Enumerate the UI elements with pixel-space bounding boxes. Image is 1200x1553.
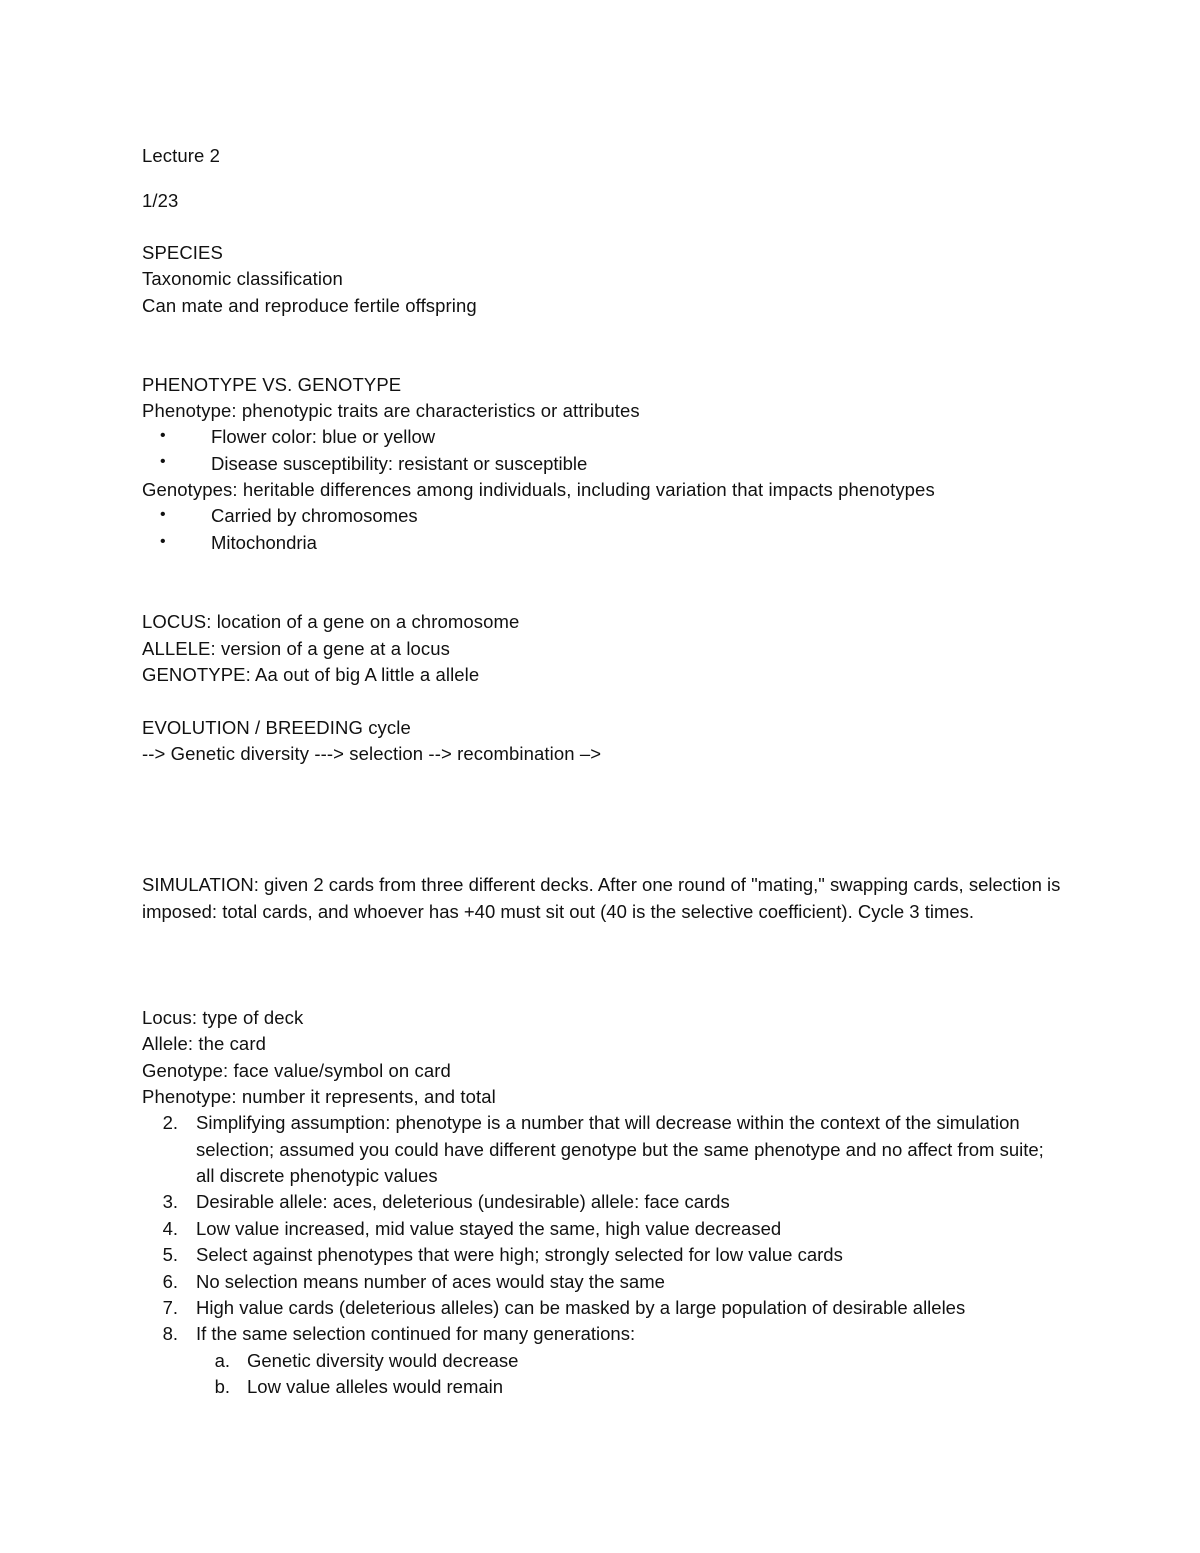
definition-line: GENOTYPE: Aa out of big A little a allele bbox=[142, 664, 480, 685]
definition-line: LOCUS: location of a gene on a chromosome bbox=[142, 611, 520, 632]
genotype-bullet: Mitochondria bbox=[211, 532, 317, 553]
mapping-line: Genotype: face value/symbol on card bbox=[142, 1060, 451, 1081]
species-line: Taxonomic classification bbox=[142, 268, 343, 289]
sub-list-letter: b. bbox=[214, 1376, 230, 1397]
list-item: Desirable allele: aces, deleterious (undesirable) allele: face cards bbox=[196, 1191, 730, 1212]
list-number: 5. bbox=[162, 1244, 178, 1265]
list-item: High value cards (deleterious alleles) can be masked by a large population of desirable alleles bbox=[196, 1297, 966, 1318]
list-number: 8. bbox=[162, 1323, 178, 1344]
genotype-definition: Genotypes: heritable differences among individuals, including variation that impacts phenotypes bbox=[142, 479, 935, 500]
definition-line: ALLELE: version of a gene at a locus bbox=[142, 638, 451, 659]
list-number: 4. bbox=[162, 1218, 178, 1239]
lecture-date: 1/23 bbox=[142, 190, 179, 211]
bullet-icon: • bbox=[160, 533, 166, 550]
phenotype-definition: Phenotype: phenotypic traits are characteristics or attributes bbox=[142, 400, 640, 421]
list-number: 3. bbox=[162, 1191, 178, 1212]
list-item: Select against phenotypes that were high; strongly selected for low value cards bbox=[196, 1244, 843, 1265]
simulation-paragraph: SIMULATION: given 2 cards from three different decks. After one round of "mating," swapping cards, selection is imposed: total cards, and whoever has +40 must sit out (40 is the selective coefficient). Cycle 3 times. bbox=[142, 874, 1061, 922]
lecture-title: Lecture 2 bbox=[142, 145, 221, 166]
list-item: No selection means number of aces would stay the same bbox=[196, 1271, 665, 1292]
list-number: 6. bbox=[162, 1271, 178, 1292]
bullet-icon: • bbox=[160, 453, 166, 470]
phenotype-bullet: Flower color: blue or yellow bbox=[211, 426, 436, 447]
list-item: Simplifying assumption: phenotype is a number that will decrease within the context of the simulation selection; assumed you could have different genotype but the same phenotype and no affect from suite; all discrete phenotypic values bbox=[196, 1112, 1044, 1186]
species-line: Can mate and reproduce fertile offspring bbox=[142, 295, 477, 316]
species-heading: SPECIES bbox=[142, 242, 223, 263]
list-item: Low value increased, mid value stayed the same, high value decreased bbox=[196, 1218, 782, 1239]
list-item: If the same selection continued for many generations: bbox=[196, 1323, 636, 1344]
mapping-line: Locus: type of deck bbox=[142, 1007, 304, 1028]
genotype-bullet: Carried by chromosomes bbox=[211, 505, 418, 526]
pheno-geno-heading: PHENOTYPE VS. GENOTYPE bbox=[142, 374, 402, 395]
mapping-line: Phenotype: number it represents, and total bbox=[142, 1086, 496, 1107]
evolution-cycle: --> Genetic diversity ---> selection --> recombination –> bbox=[142, 743, 602, 764]
list-number: 7. bbox=[162, 1297, 178, 1318]
list-number: 2. bbox=[162, 1112, 178, 1133]
mapping-line: Allele: the card bbox=[142, 1033, 266, 1054]
bullet-icon: • bbox=[160, 427, 166, 444]
bullet-icon: • bbox=[160, 506, 166, 523]
phenotype-bullet: Disease susceptibility: resistant or susceptible bbox=[211, 453, 588, 474]
evolution-heading: EVOLUTION / BREEDING cycle bbox=[142, 717, 411, 738]
sub-list-item: Low value alleles would remain bbox=[247, 1376, 504, 1397]
sub-list-letter: a. bbox=[214, 1350, 230, 1371]
sub-list-item: Genetic diversity would decrease bbox=[247, 1350, 519, 1371]
